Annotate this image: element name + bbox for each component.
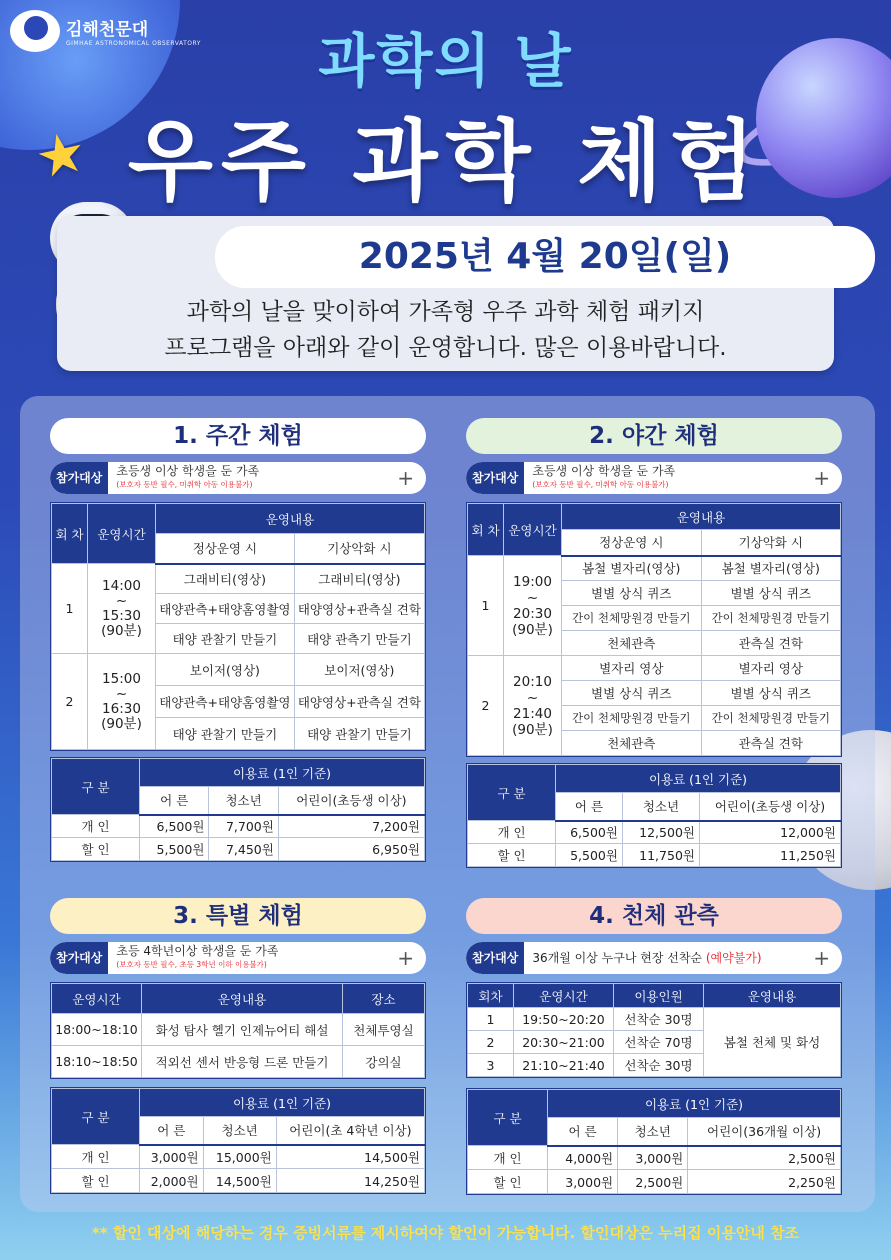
header-cell: 청소년 bbox=[618, 1118, 688, 1146]
plus-icon[interactable]: + bbox=[813, 946, 830, 970]
fee-cell: 2,000원 bbox=[140, 1169, 204, 1193]
fee-cell: 2,500원 bbox=[688, 1146, 841, 1170]
header-cell: 어린이(36개월 이상) bbox=[688, 1118, 841, 1146]
table-cell: 20:30~21:00 bbox=[514, 1031, 614, 1054]
table-cell: 별별 상식 퀴즈 bbox=[701, 581, 841, 606]
target-bar[interactable] bbox=[466, 942, 842, 974]
fee-row-label: 할 인 bbox=[52, 838, 140, 861]
round-time bbox=[88, 654, 156, 750]
fee-cell: 2,250원 bbox=[688, 1170, 841, 1194]
fee-cell: 14,250원 bbox=[276, 1169, 424, 1193]
round-number: 2 bbox=[52, 654, 88, 750]
header-cell: 운영내용 bbox=[562, 504, 841, 530]
header-cell: 이용료 (1인 기준) bbox=[140, 1089, 425, 1117]
fee-cell: 15,000원 bbox=[203, 1145, 276, 1169]
table-cell: 태양관측+태양홈영촬영 bbox=[156, 686, 295, 718]
target-note: (예약불가) bbox=[705, 950, 762, 965]
table-cell: 관측실 견학 bbox=[701, 731, 841, 756]
fee-cell: 3,000원 bbox=[140, 1145, 204, 1169]
header-cell: 어 른 bbox=[140, 787, 209, 815]
fee-cell: 12,500원 bbox=[622, 821, 699, 844]
header-cell: 운영시간 bbox=[514, 984, 614, 1008]
duration: (90분) bbox=[101, 622, 142, 639]
plus-icon[interactable]: + bbox=[813, 466, 830, 490]
fee-cell: 3,000원 bbox=[548, 1170, 618, 1194]
fee-row-label: 할 인 bbox=[52, 1169, 140, 1193]
fee-cell: 6,500원 bbox=[140, 815, 209, 838]
logo-subtitle: GIMHAE ASTRONOMICAL OBSERVATORY bbox=[66, 40, 201, 47]
time-start: 14:00 bbox=[102, 577, 141, 594]
table-cell: 2 bbox=[468, 1031, 514, 1054]
target-bar[interactable] bbox=[466, 462, 842, 494]
target-text: 초등 4학년이상 학생을 둔 가족 bbox=[116, 944, 279, 958]
fee-table bbox=[51, 758, 425, 861]
header-cell: 장소 bbox=[343, 984, 425, 1014]
fee-cell: 14,500원 bbox=[276, 1145, 424, 1169]
event-date: 2025년 4월 20일(일) bbox=[215, 226, 875, 288]
time-sep: ~ bbox=[115, 685, 128, 702]
header-cell: 어린이(초등생 이상) bbox=[278, 787, 424, 815]
duration: (90분) bbox=[512, 621, 553, 638]
table-cell: 별별 상식 퀴즈 bbox=[562, 681, 702, 706]
intro-line: 과학의 날을 맞이하여 가족형 우주 과학 체험 패키지 bbox=[186, 299, 705, 325]
header-cell: 운영내용 bbox=[142, 984, 343, 1014]
table-cell: 별자리 영상 bbox=[701, 656, 841, 681]
table-cell: 태양 관찰기 만들기 bbox=[156, 624, 295, 654]
table-cell: 보이저(영상) bbox=[294, 654, 424, 686]
fee-cell: 7,200원 bbox=[278, 815, 424, 838]
fee-cell: 4,000원 bbox=[548, 1146, 618, 1170]
table-cell: 별자리 영상 bbox=[562, 656, 702, 681]
fee-row-label: 할 인 bbox=[468, 844, 556, 867]
table-cell: 관측실 견학 bbox=[701, 631, 841, 656]
table-cell: 봄철 별자리(영상) bbox=[562, 556, 702, 581]
table-cell: 그래비티(영상) bbox=[156, 564, 295, 594]
header-cell: 구 분 bbox=[468, 765, 556, 821]
header-cell: 이용료 (1인 기준) bbox=[556, 765, 841, 793]
header-cell: 운영시간 bbox=[504, 504, 562, 556]
header-cell: 청소년 bbox=[622, 793, 699, 821]
time-start: 15:00 bbox=[102, 670, 141, 687]
fee-cell: 11,250원 bbox=[699, 844, 840, 867]
table-cell: 그래비티(영상) bbox=[294, 564, 424, 594]
fee-cell: 6,950원 bbox=[278, 838, 424, 861]
header-cell: 이용료 (1인 기준) bbox=[140, 759, 425, 787]
fee-cell: 12,000원 bbox=[699, 821, 840, 844]
target-text: 초등생 이상 학생을 둔 가족 bbox=[116, 464, 260, 478]
time-sep: ~ bbox=[526, 589, 539, 606]
section-title: 4. 천체 관측 bbox=[466, 898, 842, 934]
header-cell: 회 차 bbox=[468, 504, 504, 556]
table-cell: 18:00~18:10 bbox=[52, 1014, 142, 1046]
section-title: 1. 주간 체험 bbox=[50, 418, 426, 454]
table-cell: 천체투영실 bbox=[343, 1014, 425, 1046]
table-cell: 21:10~21:40 bbox=[514, 1054, 614, 1077]
target-bar[interactable] bbox=[50, 462, 426, 494]
header-cell: 구 분 bbox=[52, 759, 140, 815]
fee-table bbox=[467, 1089, 841, 1194]
table-cell: 별별 상식 퀴즈 bbox=[701, 681, 841, 706]
header-cell: 구 분 bbox=[52, 1089, 140, 1145]
table-cell: 태양영상+관측실 견학 bbox=[294, 686, 424, 718]
fee-table bbox=[51, 1088, 425, 1193]
header-cell: 운영내용 bbox=[704, 984, 841, 1008]
header-cell: 운영시간 bbox=[88, 504, 156, 564]
header-cell: 청소년 bbox=[209, 787, 278, 815]
header-cell: 회차 bbox=[468, 984, 514, 1008]
table-cell: 19:50~20:20 bbox=[514, 1008, 614, 1031]
time-end: 21:40 bbox=[513, 705, 552, 722]
fee-row-label: 개 인 bbox=[52, 815, 140, 838]
time-end: 16:30 bbox=[102, 700, 141, 717]
table-cell: 강의실 bbox=[343, 1046, 425, 1078]
header-cell: 이용인원 bbox=[614, 984, 704, 1008]
round-number: 1 bbox=[52, 564, 88, 654]
target-tag: 참가대상 bbox=[50, 462, 108, 494]
logo-title: 김해천문대 bbox=[66, 20, 149, 40]
section-title: 3. 특별 체험 bbox=[50, 898, 426, 934]
header-cell: 어린이(초 4학년 이상) bbox=[276, 1117, 424, 1145]
fee-cell: 7,450원 bbox=[209, 838, 278, 861]
table-cell: 별별 상식 퀴즈 bbox=[562, 581, 702, 606]
header-cell: 기상악화 시 bbox=[701, 530, 841, 556]
fee-cell: 5,500원 bbox=[556, 844, 623, 867]
table-cell: 간이 천체망원경 만들기 bbox=[701, 706, 841, 731]
fee-table bbox=[467, 764, 841, 867]
time-sep: ~ bbox=[115, 592, 128, 609]
target-bar[interactable] bbox=[50, 942, 426, 974]
table-cell: 18:10~18:50 bbox=[52, 1046, 142, 1078]
fee-row-label: 개 인 bbox=[52, 1145, 140, 1169]
round-time bbox=[504, 656, 562, 756]
target-text: 36개월 이상 누구나 현장 선착순 bbox=[532, 950, 706, 965]
plus-icon[interactable]: + bbox=[397, 466, 414, 490]
fee-cell: 5,500원 bbox=[140, 838, 209, 861]
table-cell: 태양 관찰기 만들기 bbox=[156, 718, 295, 750]
table-cell: 천체관측 bbox=[562, 631, 702, 656]
section-title: 2. 야간 체험 bbox=[466, 418, 842, 454]
table-cell: 간이 천체망원경 만들기 bbox=[562, 606, 702, 631]
table-cell: 간이 천체망원경 만들기 bbox=[562, 706, 702, 731]
time-start: 20:10 bbox=[513, 673, 552, 690]
fee-cell: 3,000원 bbox=[618, 1146, 688, 1170]
table-cell: 적외선 센서 반응형 드론 만들기 bbox=[142, 1046, 343, 1078]
section-nighttime bbox=[466, 418, 842, 868]
header-cell: 회 차 bbox=[52, 504, 88, 564]
header-cell: 정상운영 시 bbox=[562, 530, 702, 556]
intro-line: 프로그램을 아래와 같이 운영합니다. 많은 이용바랍니다. bbox=[164, 335, 727, 361]
target-tag: 참가대상 bbox=[466, 942, 524, 974]
fee-cell: 7,700원 bbox=[209, 815, 278, 838]
header-cell: 청소년 bbox=[203, 1117, 276, 1145]
round-time bbox=[88, 564, 156, 654]
header-cell: 운영내용 bbox=[156, 504, 425, 534]
plus-icon[interactable]: + bbox=[397, 946, 414, 970]
schedule-table bbox=[51, 503, 425, 750]
page-title: 우주 과학 체험 bbox=[127, 110, 764, 213]
header-cell: 기상악화 시 bbox=[294, 534, 424, 564]
header-cell: 어 른 bbox=[548, 1118, 618, 1146]
table-cell: 천체관측 bbox=[562, 731, 702, 756]
table-cell: 봄철 천체 및 화성 bbox=[704, 1008, 841, 1077]
header-cell: 운영시간 bbox=[52, 984, 142, 1014]
table-cell: 보이저(영상) bbox=[156, 654, 295, 686]
target-tag: 참가대상 bbox=[466, 462, 524, 494]
table-cell: 1 bbox=[468, 1008, 514, 1031]
intro-box bbox=[57, 216, 834, 371]
duration: (90분) bbox=[512, 721, 553, 738]
fee-row-label: 할 인 bbox=[468, 1170, 548, 1194]
fee-cell: 14,500원 bbox=[203, 1169, 276, 1193]
table-cell: 태양 관찰기 만들기 bbox=[294, 718, 424, 750]
fee-cell: 6,500원 bbox=[556, 821, 623, 844]
table-cell: 3 bbox=[468, 1054, 514, 1077]
target-tag: 참가대상 bbox=[50, 942, 108, 974]
table-cell: 선착순 30명 bbox=[614, 1054, 704, 1077]
time-end: 15:30 bbox=[102, 607, 141, 624]
section-special bbox=[50, 898, 426, 1194]
fee-cell: 11,750원 bbox=[622, 844, 699, 867]
time-start: 19:00 bbox=[513, 573, 552, 590]
table-cell: 태양영상+관측실 견학 bbox=[294, 594, 424, 624]
star-icon: ★ bbox=[29, 118, 93, 193]
fee-cell: 2,500원 bbox=[618, 1170, 688, 1194]
time-sep: ~ bbox=[526, 689, 539, 706]
time-end: 20:30 bbox=[513, 605, 552, 622]
schedule-table bbox=[467, 503, 841, 756]
round-number: 2 bbox=[468, 656, 504, 756]
table-cell: 봄철 별자리(영상) bbox=[701, 556, 841, 581]
page-subtitle: 과학의 날 bbox=[318, 27, 573, 95]
schedule-table bbox=[467, 983, 841, 1077]
footer-notice: ** 할인 대상에 해당하는 경우 증빙서류를 제시하여야 할인이 가능합니다. 할인대상은 누리집 이용안내 참조 bbox=[91, 1224, 800, 1242]
table-cell: 간이 천체망원경 만들기 bbox=[701, 606, 841, 631]
round-time bbox=[504, 556, 562, 656]
target-text: 초등생 이상 학생을 둔 가족 bbox=[532, 464, 676, 478]
target-note: (보호자 동반 필수, 미취학 아동 이용불가) bbox=[532, 480, 669, 489]
target-note: (보호자 동반 필수, 초등 3학년 이하 이용불가) bbox=[116, 960, 267, 969]
header-cell: 구 분 bbox=[468, 1090, 548, 1146]
table-cell: 화성 탐사 헬기 인제뉴어티 해설 bbox=[142, 1014, 343, 1046]
section-observation bbox=[466, 898, 842, 1195]
header-cell: 어린이(초등생 이상) bbox=[699, 793, 840, 821]
section-daytime bbox=[50, 418, 426, 862]
header-cell: 정상운영 시 bbox=[156, 534, 295, 564]
fee-row-label: 개 인 bbox=[468, 821, 556, 844]
header-cell: 어 른 bbox=[140, 1117, 204, 1145]
round-number: 1 bbox=[468, 556, 504, 656]
header-cell: 이용료 (1인 기준) bbox=[548, 1090, 841, 1118]
header-cell: 어 른 bbox=[556, 793, 623, 821]
target-note: (보호자 동반 필수, 미취학 아동 이용불가) bbox=[116, 480, 253, 489]
table-cell: 태양관측+태양홈영촬영 bbox=[156, 594, 295, 624]
fee-row-label: 개 인 bbox=[468, 1146, 548, 1170]
duration: (90분) bbox=[101, 715, 142, 732]
intro-text bbox=[57, 294, 834, 366]
table-cell: 선착순 30명 bbox=[614, 1008, 704, 1031]
table-cell: 태양 관측기 만들기 bbox=[294, 624, 424, 654]
schedule-table bbox=[51, 983, 425, 1078]
table-cell: 선착순 70명 bbox=[614, 1031, 704, 1054]
